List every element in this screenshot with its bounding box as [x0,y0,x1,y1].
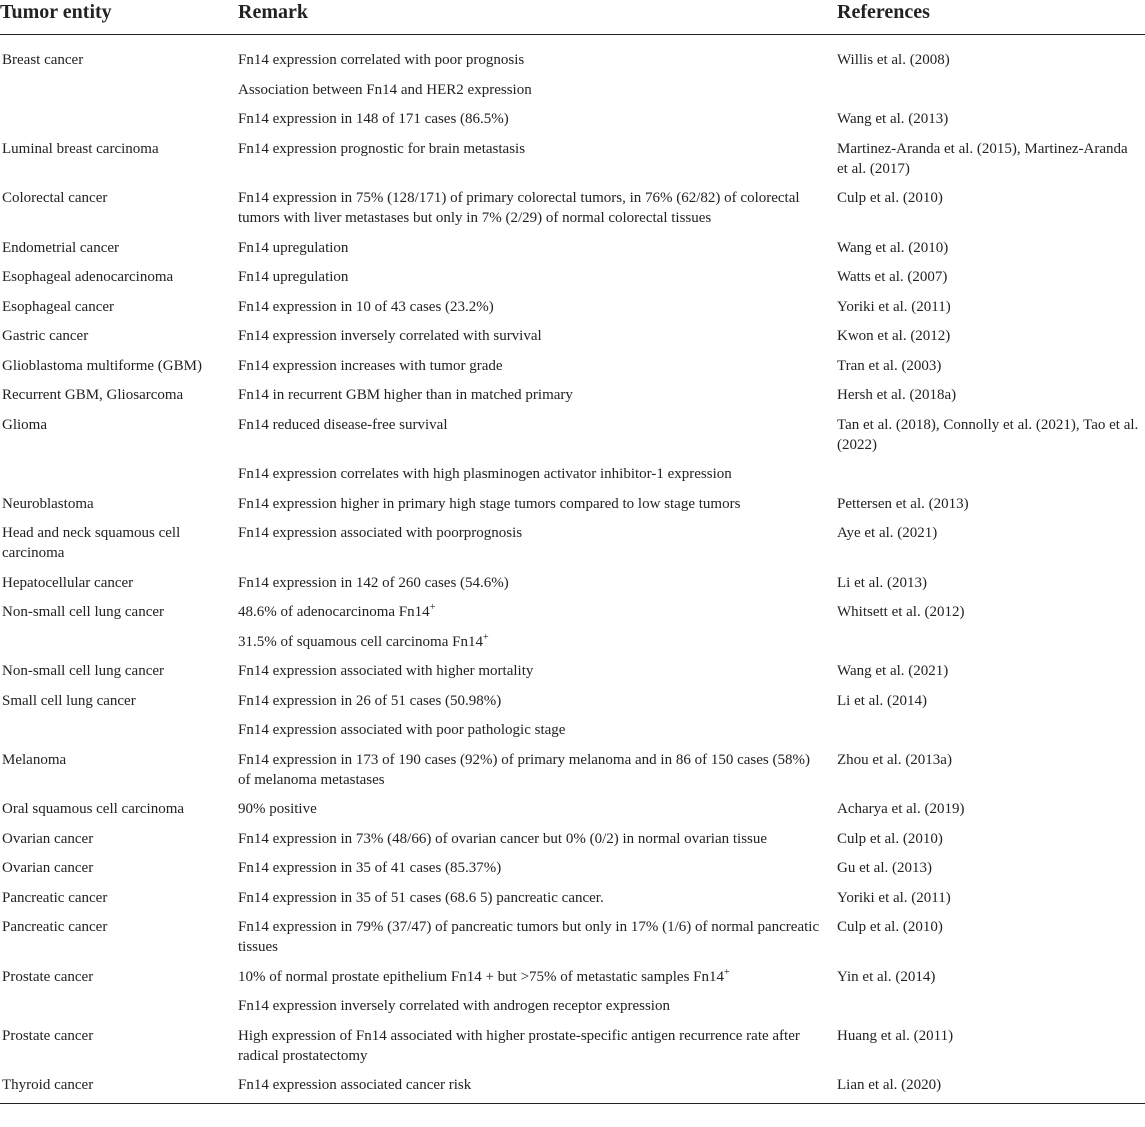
reference-cell: Kwon et al. (2012) [837,328,951,344]
table-row [0,519,1145,569]
remark-cell [238,854,837,884]
remark-text: High expression of Fn14 associated with higher prostate-specific antigen recurrence rate after radical prostatectomy [238,1027,800,1064]
remark-text: Fn14 expression in 73% (48/66) of ovarian cancer but 0% (0/2) in normal ovarian tissue [238,830,768,847]
reference-cell: Tran et al. (2003) [837,357,942,374]
reference-cell: Zhou et al. (2013a) [837,751,952,768]
table-row [0,598,1145,628]
remark-text: Fn14 expression in 35 of 51 cases (68.6 5) pancreatic cancer. [238,889,604,906]
remark-text: Fn14 expression in 10 of 43 cases (23.2%) [238,298,494,315]
remark-cell [238,963,837,993]
remark-cell [238,569,837,599]
remark-cell [238,657,837,687]
remark-text: Fn14 expression in 35 of 41 cases (85.37%) [238,860,502,876]
reference-cell: Huang et al. (2011) [837,1027,954,1044]
remark-text: Fn14 expression in 26 of 51 cases (50.98%) [238,692,502,709]
remark-cell [238,628,837,658]
remark-cell [238,184,837,234]
remark-superscript: + [482,631,489,643]
remark-cell [238,234,837,264]
reference-cell: Martinez-Aranda et al. (2015), Martinez-Aranda et al. (2017) [837,140,1128,177]
remark-cell [238,490,837,520]
tumor-entity-cell [0,76,238,106]
table-row [0,135,1145,185]
table-row [0,76,1145,106]
bottom-rule [0,1103,1145,1104]
reference-cell: Tan et al. (2018), Connolly et al. (2021), Tao et al. (2022) [837,416,1139,453]
tumor-entity-cell [0,628,238,658]
tumor-entity-cell: Esophageal adenocarcinoma [2,269,174,285]
remark-cell [238,746,837,796]
table-row [0,825,1145,855]
tumor-entity-cell: Recurrent GBM, Gliosarcoma [2,387,184,403]
table-row [0,322,1145,352]
remark-text: Fn14 upregulation [238,239,349,256]
reference-cell: Yin et al. (2014) [837,968,936,985]
remark-superscript: + [429,602,436,613]
tumor-entity-cell: Non-small cell lung cancer [2,604,165,620]
reference-cell [837,628,1145,658]
table-row [0,963,1145,993]
remark-cell [238,825,837,855]
table-row [0,35,1145,76]
reference-cell: Culp et al. (2010) [837,919,943,935]
table-row [0,569,1145,599]
reference-cell: Acharya et al. (2019) [837,801,965,817]
header-references: References [837,0,1145,35]
remark-text: Fn14 reduced disease-free survival [238,416,448,433]
tumor-entity-cell: Melanoma [2,751,67,768]
table-row [0,234,1145,264]
header-tumor-entity: Tumor entity [0,0,238,35]
tumor-entity-cell: Ovarian cancer [2,860,94,876]
remark-cell [238,913,837,963]
reference-cell: Li et al. (2014) [837,692,927,709]
table-row [0,411,1145,461]
table-row [0,854,1145,884]
tumor-entity-cell: Pancreatic cancer [2,919,108,935]
remark-cell [238,293,837,323]
reference-cell: Wang et al. (2010) [837,239,949,256]
reference-cell [837,716,1145,746]
tumor-entity-cell [0,460,238,490]
table-row [0,381,1145,411]
remark-cell [238,716,837,746]
remark-text: Fn14 expression in 173 of 190 cases (92%) of primary melanoma and in 86 of 150 cases (58%) of melanoma metastases [238,751,810,788]
remark-cell [238,411,837,461]
remark-text: Fn14 expression inversely correlated with androgen receptor expression [238,998,670,1014]
table-row [0,1022,1145,1072]
remark-text: 48.6% of adenocarcinoma Fn14 [238,604,430,620]
tumor-entity-cell: Luminal breast carcinoma [2,140,159,157]
tumor-entity-cell: Neuroblastoma [2,495,94,512]
remark-text: Fn14 expression prognostic for brain metastasis [238,140,526,157]
tumor-entity-cell [0,105,238,135]
reference-cell [837,76,1145,106]
tumor-entity-cell: Prostate cancer [2,968,94,985]
table-row [0,263,1145,293]
remark-text: Fn14 expression in 142 of 260 cases (54.6%) [238,574,509,591]
remark-text: Fn14 expression associated cancer risk [238,1077,472,1093]
tumor-entity-cell: Ovarian cancer [2,830,94,847]
remark-cell [238,460,837,490]
reference-cell: Aye et al. (2021) [837,525,938,541]
table-row [0,184,1145,234]
table-row [0,687,1145,717]
remark-cell [238,1071,837,1101]
tumor-entity-cell: Head and neck squamous cell carcinoma [2,525,181,561]
tumor-entity-cell: Thyroid cancer [2,1077,94,1093]
table-row [0,992,1145,1022]
reference-cell: Lian et al. (2020) [837,1077,942,1093]
table-row [0,293,1145,323]
reference-cell: Culp et al. (2010) [837,190,943,206]
remark-text: 10% of normal prostate epithelium Fn14 + but >75% of metastatic samples Fn14 [238,968,725,985]
tumor-entity-cell: Breast cancer [2,52,84,68]
reference-cell [837,992,1145,1022]
remark-cell [238,992,837,1022]
remark-cell [238,795,837,825]
remark-cell [238,135,837,185]
table-row [0,1071,1145,1101]
tumor-entity-cell: Pancreatic cancer [2,889,108,906]
tumor-entity-cell: Colorectal cancer [2,190,108,206]
remark-text: Fn14 expression correlated with poor prognosis [238,52,525,68]
tumor-entity-cell: Prostate cancer [2,1027,94,1044]
table-row [0,746,1145,796]
table-row [0,716,1145,746]
remark-text: Fn14 expression in 79% (37/47) of pancreatic tumors but only in 17% (1/6) of normal pancreatic tissues [238,919,820,955]
remark-cell [238,322,837,352]
header-remark: Remark [238,0,837,35]
remark-cell [238,1022,837,1072]
table-row [0,105,1145,135]
tumor-entity-cell: Endometrial cancer [2,239,120,256]
remark-text: 90% positive [238,801,317,817]
remark-cell [238,76,837,106]
table-row [0,795,1145,825]
tumor-entity-cell: Non-small cell lung cancer [2,663,165,679]
tumor-entity-cell: Hepatocellular cancer [2,574,134,591]
tumor-entity-cell: Esophageal cancer [2,298,115,315]
remark-text: 31.5% of squamous cell carcinoma Fn14 [238,633,483,650]
remark-cell [238,687,837,717]
tumor-entity-cell: Small cell lung cancer [2,692,136,709]
reference-cell: Wang et al. (2013) [837,111,949,127]
table-row [0,490,1145,520]
remark-cell [238,35,837,76]
table-header [0,0,1145,35]
tumor-entity-cell [0,716,238,746]
reference-cell: Yoriki et al. (2011) [837,298,951,315]
tumor-entity-cell: Glioblastoma multiforme (GBM) [2,357,202,374]
tumor-entity-cell [0,992,238,1022]
reference-cell: Yoriki et al. (2011) [837,889,951,906]
remark-text: Fn14 expression correlates with high plasminogen activator inhibitor-1 expression [238,466,732,482]
reference-cell: Whitsett et al. (2012) [837,604,965,620]
remark-text: Fn14 expression in 148 of 171 cases (86.5%) [238,111,509,127]
table-row [0,628,1145,658]
remark-cell [238,884,837,914]
remark-cell [238,519,837,569]
table-row [0,657,1145,687]
table-row [0,352,1145,382]
reference-cell: Wang et al. (2021) [837,663,949,679]
remark-cell [238,352,837,382]
remark-text: Association between Fn14 and HER2 expression [238,81,532,98]
reference-cell: Gu et al. (2013) [837,860,932,876]
table-body [0,35,1145,1101]
reference-cell: Hersh et al. (2018a) [837,387,957,403]
remark-cell [238,105,837,135]
remark-cell [238,263,837,293]
header-row [0,0,1145,35]
reference-cell [837,460,1145,490]
remark-text: Fn14 expression associated with poor pathologic stage [238,722,566,738]
reference-cell: Pettersen et al. (2013) [837,495,969,512]
remark-text: Fn14 expression associated with poorprognosis [238,525,523,541]
remark-cell [238,598,837,628]
remark-text: Fn14 expression in 75% (128/171) of primary colorectal tumors, in 76% (62/82) of colorectal tumors with liver metastases but only in 7% (2/29) of normal colorectal tissues [238,190,800,226]
remark-text: Fn14 in recurrent GBM higher than in matched primary [238,387,573,403]
tumor-entity-cell: Oral squamous cell carcinoma [2,801,185,817]
reference-cell: Watts et al. (2007) [837,269,948,285]
table-row [0,913,1145,963]
remark-text: Fn14 expression higher in primary high stage tumors compared to low stage tumors [238,495,741,512]
remark-text: Fn14 upregulation [238,269,349,285]
remark-text: Fn14 expression inversely correlated with survival [238,328,542,344]
remark-text: Fn14 expression increases with tumor grade [238,357,503,374]
remark-text: Fn14 expression associated with higher mortality [238,663,534,679]
table-row [0,460,1145,490]
tumor-entity-cell: Gastric cancer [2,328,89,344]
reference-cell: Willis et al. (2008) [837,52,950,68]
reference-cell: Culp et al. (2010) [837,830,943,847]
reference-cell: Li et al. (2013) [837,574,927,591]
remark-superscript: + [724,966,730,978]
tumor-entity-cell: Glioma [2,416,47,433]
table-row [0,884,1145,914]
remark-cell [238,381,837,411]
